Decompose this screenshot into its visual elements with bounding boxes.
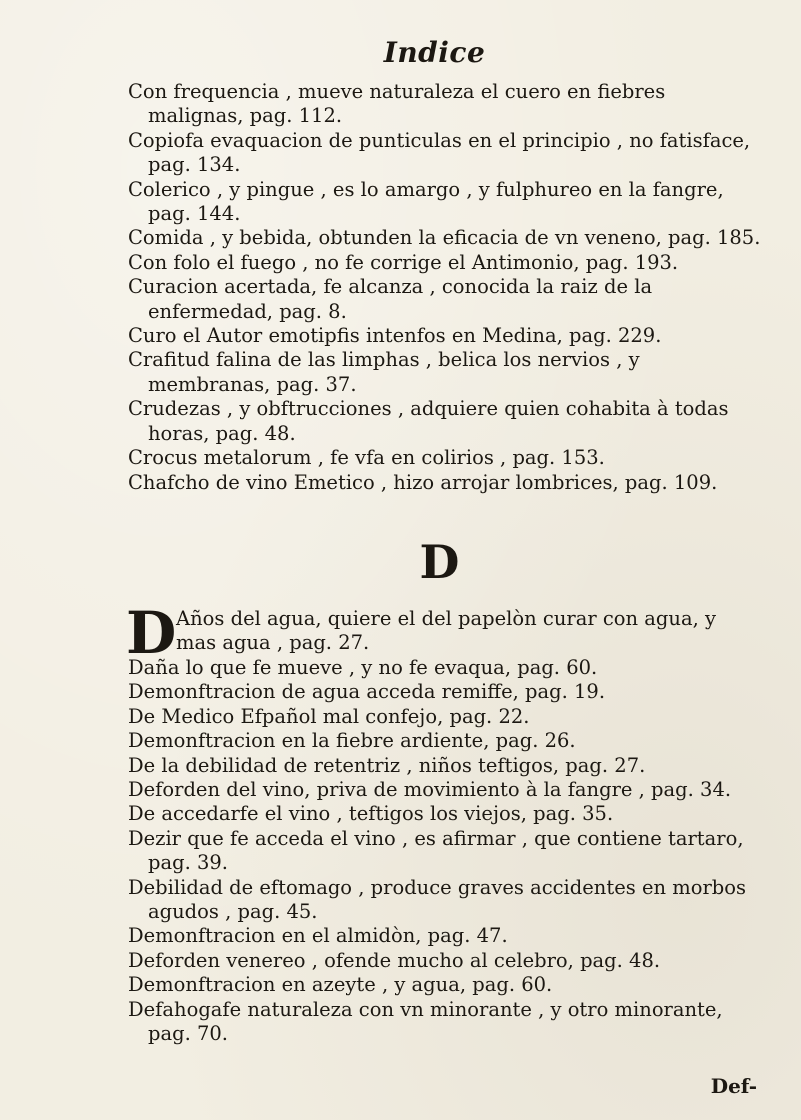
- index-entry: Curacion acertada, fe alcanza , conocida la raiz de la enfermedad, pag. 8.: [128, 275, 653, 323]
- index-entry: Deforden del vino, priva de movimiento à la fangre , pag. 34.: [128, 777, 732, 801]
- index-entry: Debilidad de eftomago , produce graves accidentes en morbos agudos , pag. 45.: [128, 875, 747, 923]
- index-entry: Daña lo que fe mueve , y no fe evaqua, pag. 60.: [128, 655, 598, 679]
- index-entries-c: [128, 80, 761, 495]
- index-entry: De la debilidad de retentriz , niños teftigos, pag. 27.: [128, 753, 646, 777]
- index-entry: Chafcho de vino Emetico , hizo arrojar lombrices, pag. 109.: [128, 470, 718, 494]
- index-entry: Demonftracion en azeyte , y agua, pag. 60.: [128, 973, 553, 997]
- catchword: Def-: [710, 1074, 757, 1098]
- index-entry: De accedarfe el vino , teftigos los viejos, pag. 35.: [128, 802, 614, 826]
- index-entry: Crudezas , y obftrucciones , adquiere quien cohabita à todas horas, pag. 48.: [128, 397, 729, 445]
- index-entry: Demonftracion de agua acceda remiffe, pag. 19.: [128, 680, 606, 704]
- index-entry: Deforden venereo , ofende mucho al celebro, pag. 48.: [128, 948, 661, 972]
- index-entry: Dezir que fe acceda el vino , es afirmar , que contiene tartaro, pag. 39.: [128, 826, 744, 875]
- index-entry: Con folo el fuego , no fe corrige el Antimonio, pag. 193.: [128, 250, 679, 274]
- index-entry: De Medico Efpañol mal confejo, pag. 22.: [128, 704, 530, 728]
- running-head: Indice: [383, 36, 486, 69]
- index-entry: Demonftracion en el almidòn, pag. 47.: [128, 924, 508, 948]
- dropcap-entry-text: Años del agua, quiere el del papelòn curar con agua, y mas agua , pag. 27.: [176, 606, 716, 655]
- drop-cap-letter: D: [126, 598, 177, 667]
- index-entry: Copiofa evaquacion de punticulas en el principio , no fatisface, pag. 134.: [128, 128, 751, 177]
- index-entry: Crafitud falina de las limphas , belica los nervios , y membranas, pag. 37.: [128, 348, 640, 396]
- index-entry: Con frequencia , mueve naturaleza el cuero en fiebres malignas, pag. 112.: [128, 80, 666, 128]
- index-entry: Colerico , y pingue , es lo amargo , y fulphureo en la fangre, pag. 144.: [128, 177, 724, 226]
- index-entries-d: [128, 656, 761, 1047]
- index-entry: Curo el Autor emotipfis intenfos en Medina, pag. 229.: [128, 324, 662, 348]
- index-entry: Comida , y bebida, obtunden la eficacia de vn veneno, pag. 185.: [128, 226, 761, 250]
- index-entry: Demonftracion en la fiebre ardiente, pag. 26.: [128, 729, 576, 753]
- section-letter-heading: D: [419, 534, 460, 589]
- index-entry: Defahogafe naturaleza con vn minorante , y otro minorante, pag. 70.: [128, 997, 723, 1045]
- index-entry: Crocus metalorum , fe vfa en colirios , pag. 153.: [128, 446, 605, 470]
